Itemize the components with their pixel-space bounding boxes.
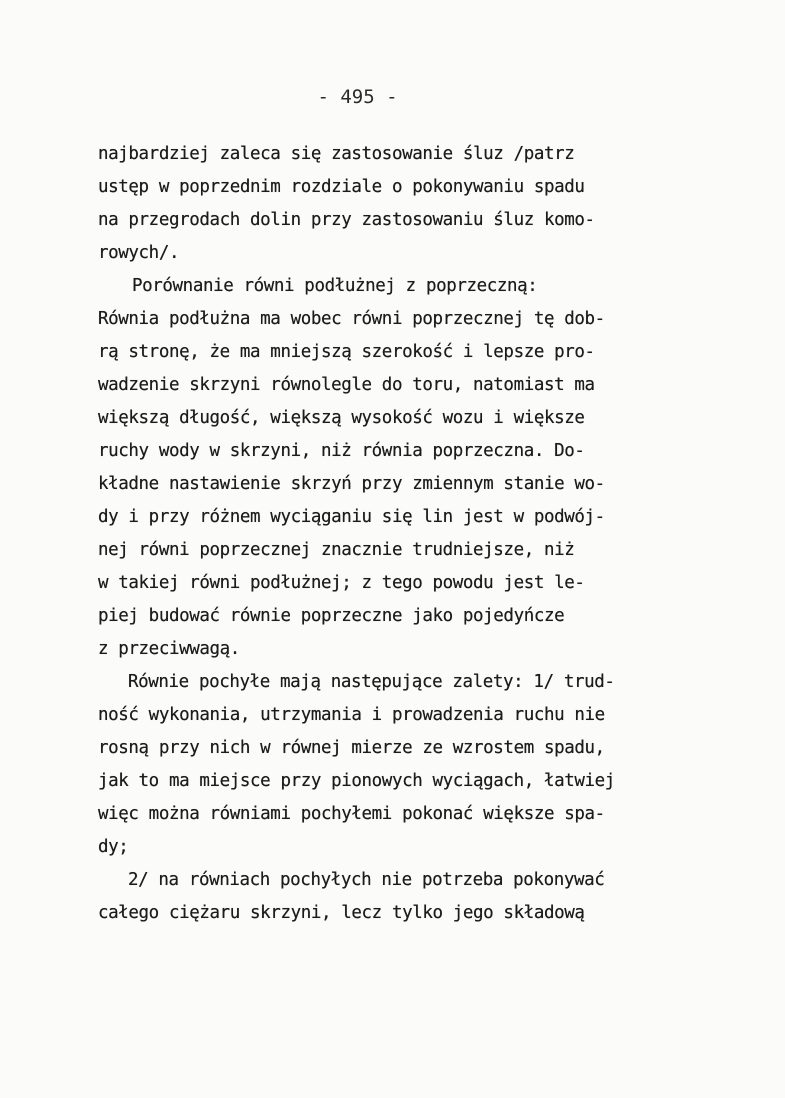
text-line: Równia podłużna ma wobec równi poprzecznej tę dob- [98,309,605,329]
text-line: dy; [98,837,129,857]
text-line: w takiej równi podłużnej; z tego powodu jest le- [98,573,585,593]
text-line: 2/ na równiach pochyłych nie potrzeba pokonywać [128,870,605,890]
page-number: - 495 - [317,86,398,108]
text-line: rą stronę, że ma mniejszą szerokość i lepsze pro- [98,342,595,362]
text-line: na przegrodach dolin przy zastosowaniu śluz komo- [98,210,595,230]
text-line: ruchy wody w skrzyni, niż równia poprzeczna. Do- [98,441,585,461]
text-line: całego ciężaru skrzyni, lecz tylko jego składową [98,903,585,923]
text-body [98,138,698,930]
text-line: dy i przy różnem wyciąganiu się lin jest w podwój- [98,507,605,527]
text-line: z przeciwwagą. [98,639,240,659]
text-line: Równie pochyłe mają następujące zalety: 1/ trud- [128,672,615,692]
text-line: piej budować równie poprzeczne jako pojedyńcze [98,606,565,626]
text-line: wadzenie skrzyni równolegle do toru, natomiast ma [98,375,595,395]
text-line: większą długość, większą wysokość wozu i większe [98,408,585,428]
text-line: Porównanie równi podłużnej z poprzeczną: [132,276,538,296]
text-line: ność wykonania, utrzymania i prowadzenia ruchu nie [98,705,605,725]
text-line: najbardziej zaleca się zastosowanie śluz /patrz [98,144,575,164]
text-line: jak to ma miejsce przy pionowych wyciągach, łatwiej [98,771,615,791]
text-line: więc można równiami pochyłemi pokonać większe spa- [98,804,605,824]
text-line: kładne nastawienie skrzyń przy zmiennym stanie wo- [98,474,605,494]
text-line: ustęp w poprzednim rozdziale o pokonywaniu spadu [98,177,585,197]
text-line: rosną przy nich w równej mierze ze wzrostem spadu, [98,738,605,758]
text-line: rowych/. [98,243,180,263]
text-line: nej równi poprzecznej znacznie trudniejsze, niż [98,540,575,560]
